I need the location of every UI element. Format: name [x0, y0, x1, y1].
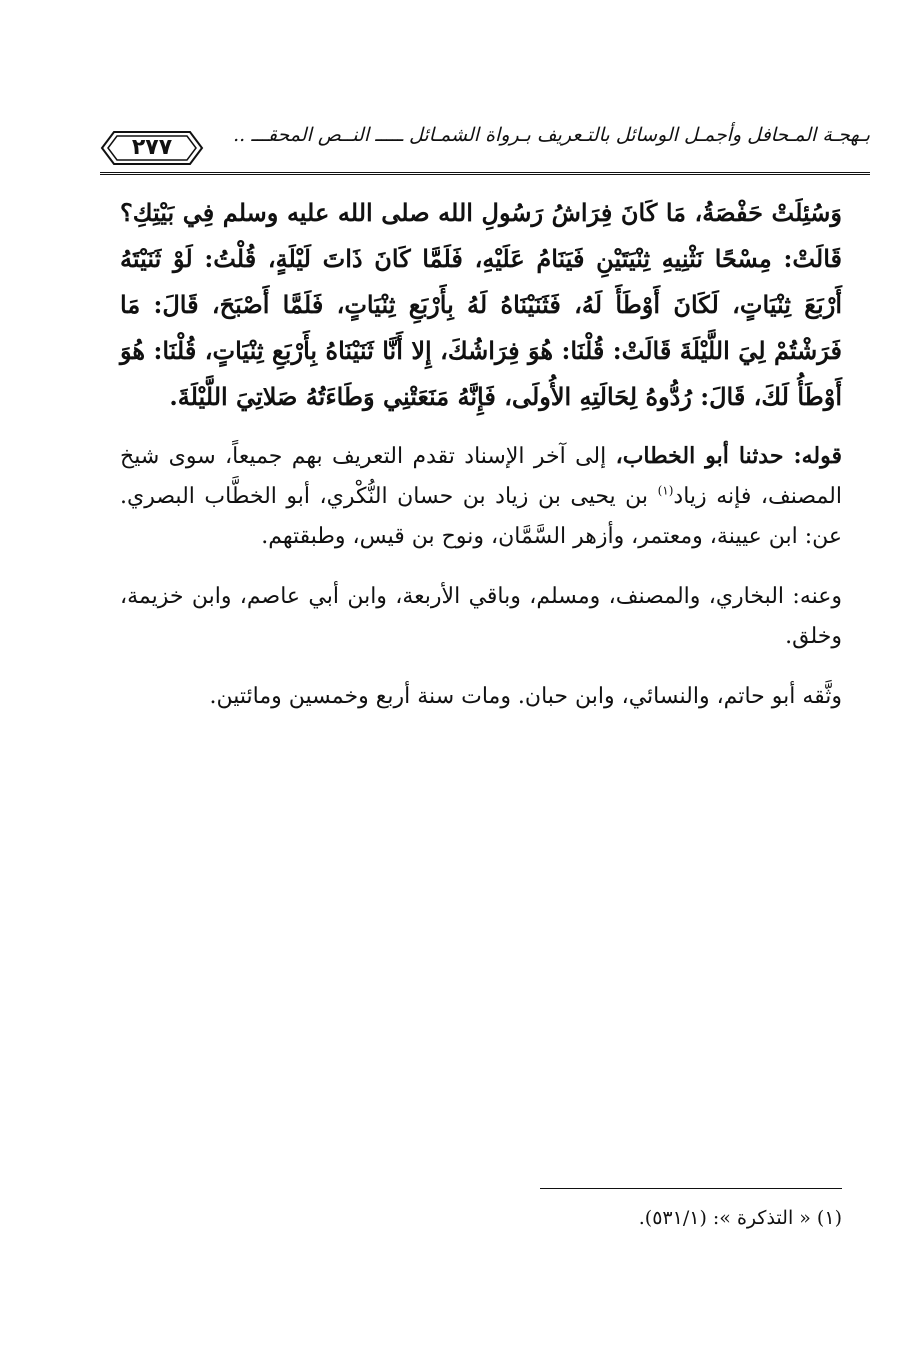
page-number: ٢٧٧ — [131, 135, 173, 160]
footnote-separator — [540, 1188, 842, 1189]
hadith-text: وَسُئِلَتْ حَفْصَةُ، مَا كَانَ فِرَاشُ رَسُولِ الله صلى الله عليه وسلم فِي بَيْتِكِ؟ قَالَتْ: مِسْحًا نَثْنِيهِ ثِنْيَتَيْنِ فَيَنَامُ عَلَيْهِ، فَلَمَّا كَانَ ذَاتَ لَيْلَةٍ، قُلْتُ: لَوْ ثَنَيْتَهُ أَرْبَعَ ثِنْيَاتٍ، لَكَانَ أَوْطَأَ لَهُ، فَثَنَيْنَاهُ لَهُ بِأَرْبَعِ ثِنْيَاتٍ، فَلَمَّا أَصْبَحَ، قَالَ: مَا فَرَشْتُمْ لِيَ اللَّيْلَةَ قَالَتْ: قُلْنَا: هُوَ فِرَاشُكَ، إِلا أَنَّا ثَنَيْنَاهُ بِأَرْبَعِ ثِنْيَاتٍ، قُلْنَا: هُوَ أَوْطَأُ لَكَ، قَالَ: رُدُّوهُ لِحَالَتِهِ الأُولَى، فَإِنَّهُ مَنَعَتْنِي وَطَاءَتُهُ صَلاتِيَ اللَّيْلَةَ. — [120, 198, 842, 411]
commentary-text-a: إلى آخر الإسناد تقدم التعريف بهم جميعاً، سوى شيخ المصنف، فإنه زياد — [120, 444, 842, 509]
header-rule — [100, 172, 870, 175]
commentary-lead: قوله: حدثنا أبو الخطاب، — [615, 443, 842, 469]
running-header — [100, 118, 870, 188]
commentary-text-b: بن يحيى بن زياد بن حسان النُّكْري، أبو الخطَّاب البصري. عن: ابن عيينة، ومعتمر، وأزهر السَّمَّان، ونوح بن قيس، وطبقتهم. — [120, 484, 842, 549]
page-number-badge — [100, 128, 204, 168]
commentary-paragraph — [120, 436, 842, 557]
reliability-paragraph: وثَّقه أبو حاتم، والنسائي، وابن حبان. ومات سنة أربع وخمسين ومائتين. — [209, 684, 842, 709]
footnote-reference[interactable]: (١) — [657, 483, 674, 498]
running-header-title: بـهجـة المـحافل وأجمـل الوسائل بالتـعريف بـرواة الشمـائل ـــــ النــص المحقـــ .. — [233, 124, 870, 146]
footnote: (١) « التذكرة »: (٥٣١/١). — [638, 1207, 842, 1229]
students-paragraph: وعنه: البخاري، والمصنف، ومسلم، وباقي الأربعة، وابن أبي عاصم، وابن خزيمة، وخلق. — [120, 584, 842, 649]
main-text — [120, 190, 842, 717]
